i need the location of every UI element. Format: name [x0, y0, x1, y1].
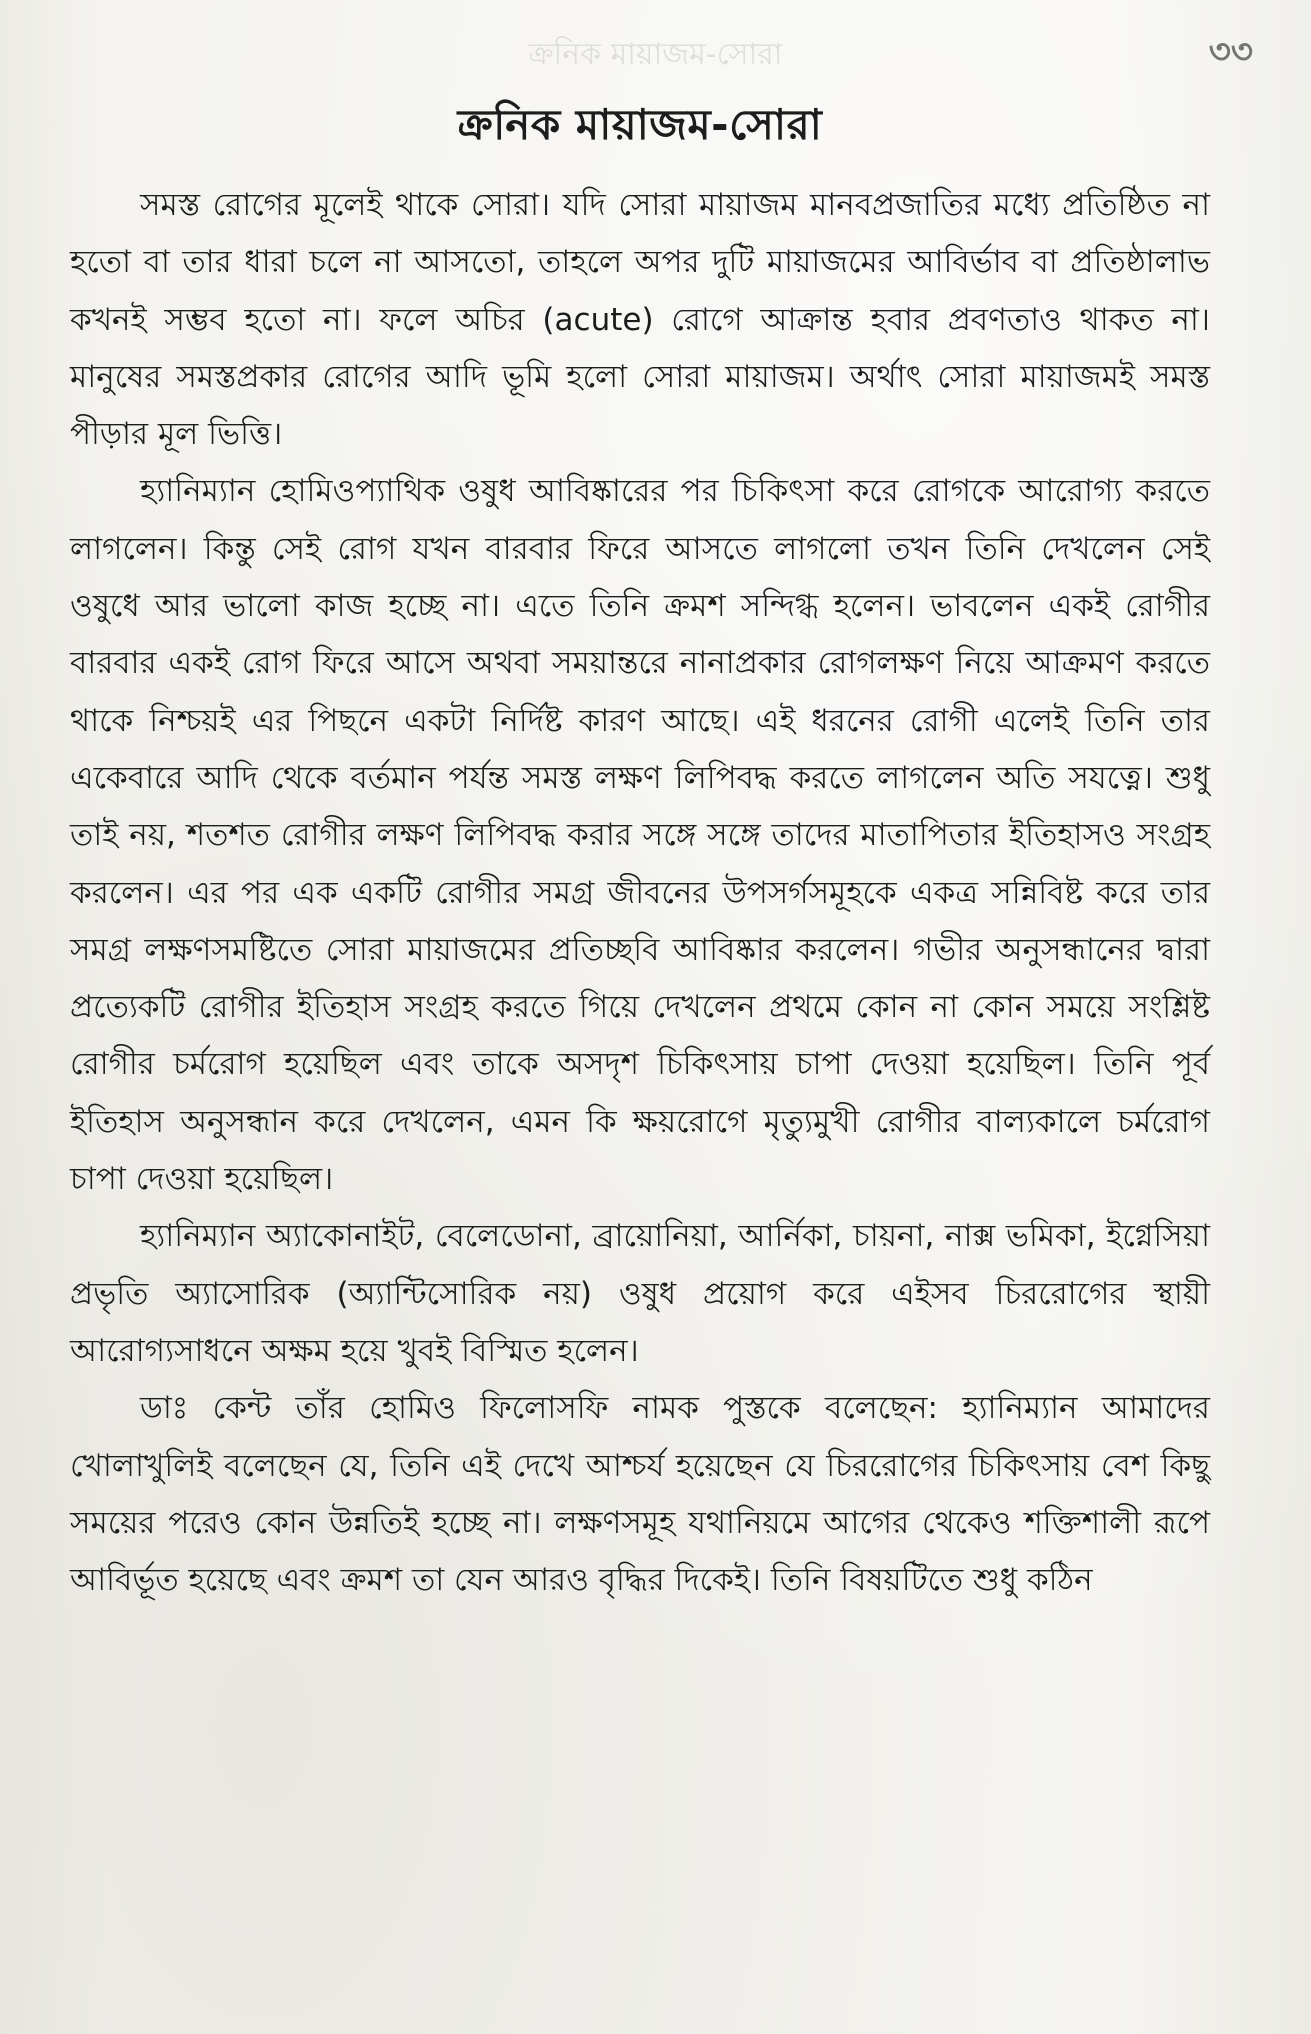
paragraph-4: ডাঃ কেন্ট তাঁর হোমিও ফিলোসফি নামক পুস্তকে বলেছেন: হ্যানিম্যান আমাদের খোলাখুলিই বলেছেন যে, তিনি এই দেখে আশ্চর্য হয়েছেন যে চিররোগের চিকিৎসায় বেশ কিছু সময়ের পরেও কোন উন্নতিই হচ্ছে না। লক্ষণসমূহ যথানিয়মে আগের থেকেও শক্তিশালী রূপে আবির্ভূত হয়েছে এবং ক্রমশ তা যেন আরও বৃদ্ধির দিকেই। তিনি বিষয়টিতে শুধু কঠিন	[70, 1390, 1210, 1599]
running-head-bleedthrough: ক্রনিক মায়াজম-সোরা	[528, 37, 783, 72]
chapter-title: ক্রনিক মায়াজম-সোরা	[457, 100, 823, 149]
paragraph-1: সমস্ত রোগের মূলেই থাকে সোরা। যদি সোরা মায়াজম মানবপ্রজাতির মধ্যে প্রতিষ্ঠিত না হতো বা তার ধারা চলে না আসতো, তাহলে অপর দুটি মায়াজমের আবির্ভাব বা প্রতিষ্ঠালাভ কখনই সম্ভব হতো না। ফলে অচির (acute) রোগে আক্রান্ত হবার প্রবণতাও থাকত না। মানুষের সমস্তপ্রকার রোগের আদি ভূমি হলো সোরা মায়াজম। অর্থাৎ সোরা মায়াজমই সমস্ত পীড়ার মূল ভিত্তি।	[70, 187, 1210, 453]
paragraph-3: হ্যানিম্যান অ্যাকোনাইট, বেলেডোনা, ব্রায়োনিয়া, আর্নিকা, চায়না, নাক্স ভমিকা, ইগ্নেসিয়া প্রভৃতি অ্যাসোরিক (অ্যান্টিসোরিক নয়) ওষুধ প্রয়োগ করে এইসব চিররোগের স্থায়ী আরোগ্যসাধনে অক্ষম হয়ে খুবই বিস্মিত হলেন।	[70, 1218, 1210, 1369]
page-number: ৩৩	[1208, 32, 1253, 72]
page-content	[70, 92, 1210, 1609]
paragraph-2: হ্যানিম্যান হোমিওপ্যাথিক ওষুধ আবিষ্কারের পর চিকিৎসা করে রোগকে আরোগ্য করতে লাগলেন। কিন্তু সেই রোগ যখন বারবার ফিরে আসতে লাগলো তখন তিনি দেখলেন সেই ওষুধে আর ভালো কাজ হচ্ছে না। এতে তিনি ক্রমশ সন্দিগ্ধ হলেন। ভাবলেন একই রোগীর বারবার একই রোগ ফিরে আসে অথবা সময়ান্তরে নানাপ্রকার রোগলক্ষণ নিয়ে আক্রমণ করতে থাকে নিশ্চয়ই এর পিছনে একটা নির্দিষ্ট কারণ আছে। এই ধরনের রোগী এলেই তিনি তার একেবারে আদি থেকে বর্তমান পর্যন্ত সমস্ত লক্ষণ লিপিবদ্ধ করতে লাগলেন অতি সযত্নে। শুধু তাই নয়, শতশত রোগীর লক্ষণ লিপিবদ্ধ করার সঙ্গে সঙ্গে তাদের মাতাপিতার ইতিহাসও সংগ্রহ করলেন। এর পর এক একটি রোগীর সমগ্র জীবনের উপসর্গসমূহকে একত্র সন্নিবিষ্ট করে তার সমগ্র লক্ষণসমষ্টিতে সোরা মায়াজমের প্রতিচ্ছবি আবিষ্কার করলেন। গভীর অনুসন্ধানের দ্বারা প্রত্যেকটি রোগীর ইতিহাস সংগ্রহ করতে গিয়ে দেখলেন প্রথমে কোন না কোন সময়ে সংশ্লিষ্ট রোগীর চর্মরোগ হয়েছিল এবং তাকে অসদৃশ চিকিৎসায় চাপা দেওয়া হয়েছিল। তিনি পূর্ব ইতিহাস অনুসন্ধান করে দেখলেন, এমন কি ক্ষয়রোগে মৃত্যুমুখী রোগীর বাল্যকালে চর্মরোগ চাপা দেওয়া হয়েছিল।	[70, 473, 1210, 1198]
